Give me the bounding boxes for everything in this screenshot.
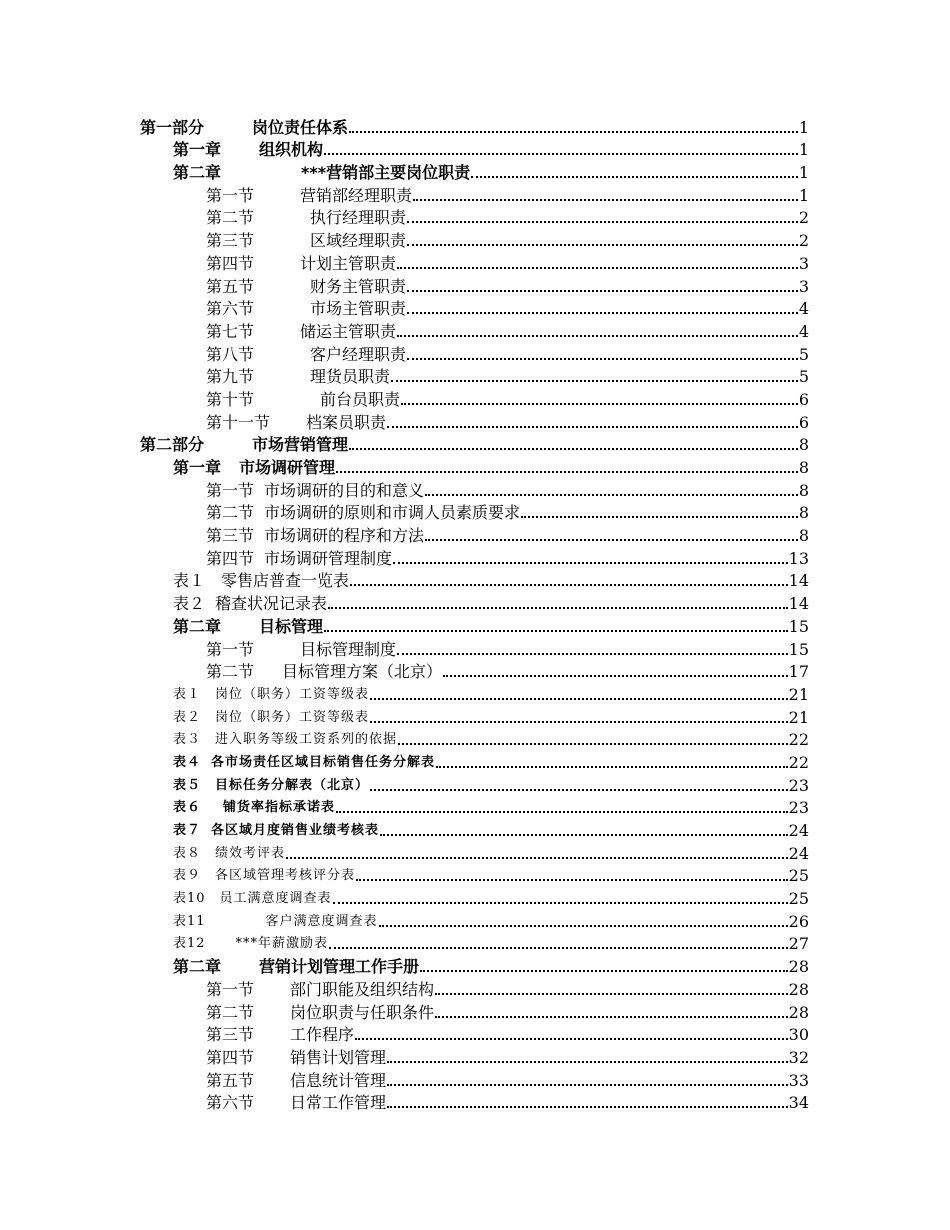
toc-entry-page-number: 8 (798, 480, 809, 500)
toc-entry-title: 市场主管职责 (310, 299, 407, 319)
toc-entry[interactable] (0, 545, 950, 568)
toc-dot-leader (397, 653, 788, 655)
toc-entry[interactable] (0, 590, 950, 613)
toc-entry[interactable] (0, 522, 950, 545)
toc-entry-page-number: 3 (798, 253, 809, 273)
toc-entry-page-number: 26 (788, 911, 809, 931)
toc-entry-title: 工作程序 (290, 1025, 355, 1045)
toc-entry-title: 各市场责任区域目标销售任务分解表 (211, 754, 436, 770)
toc-entry-title: 营销部经理职责 (300, 185, 413, 205)
toc-entry-title: 信息统计管理 (290, 1070, 387, 1090)
toc-dot-leader (324, 153, 798, 155)
toc-entry[interactable] (0, 182, 950, 205)
toc-entry-number: 表１ (173, 686, 202, 702)
toc-entry[interactable] (0, 613, 950, 636)
toc-entry-number: 第六节 (206, 299, 255, 319)
toc-entry-number: 表１ (173, 571, 206, 591)
toc-entry-number: 表２ (173, 594, 206, 614)
toc-entry-page-number: 8 (798, 435, 809, 455)
toc-entry-title: 目标管理 (259, 616, 324, 636)
toc-entry[interactable] (0, 273, 950, 296)
toc-entry-page-number: 1 (798, 140, 809, 160)
toc-entry-page-number: 8 (798, 458, 809, 477)
toc-entry[interactable] (0, 863, 950, 886)
toc-dot-leader (471, 176, 798, 178)
toc-entry[interactable] (0, 749, 950, 772)
toc-entry-title: 进入职务等级工资系列的依据 (215, 732, 398, 748)
toc-dot-leader (407, 290, 798, 292)
toc-entry-number: 第二节 (206, 208, 255, 228)
toc-dot-leader (328, 607, 788, 609)
toc-entry-page-number: 4 (798, 321, 809, 341)
toc-entry-title: 市场调研管理制度 (264, 548, 393, 568)
toc-entry-page-number: 15 (788, 639, 809, 659)
toc-dot-leader (286, 857, 788, 859)
toc-entry-number: 表10 (173, 891, 206, 907)
toc-entry-page-number: 3 (798, 276, 809, 296)
toc-entry-title: 稽查状况记录表 (215, 594, 328, 614)
toc-entry-title: 区域经理职责 (310, 231, 407, 251)
toc-entry[interactable] (0, 976, 950, 999)
toc-entry[interactable] (0, 318, 950, 341)
toc-entry-number: 第十节 (206, 389, 255, 409)
toc-entry-page-number: 33 (788, 1070, 809, 1090)
toc-entry-title: ***年薪激励表 (235, 936, 329, 952)
toc-dot-leader (380, 834, 788, 836)
toc-entry-number: 第二章 (173, 163, 222, 183)
toc-entry-title: 岗位（职务）工资等级表 (215, 709, 370, 725)
toc-dot-leader (336, 471, 798, 473)
toc-entry[interactable] (0, 159, 950, 182)
toc-dot-leader (435, 993, 788, 995)
toc-entry-page-number: 5 (798, 344, 809, 364)
toc-entry-title: 目标管理制度 (300, 639, 397, 659)
toc-entry-page-number: 32 (788, 1047, 809, 1067)
toc-entry-page-number: 4 (798, 299, 809, 319)
toc-entry-title: 营销计划管理工作手册 (259, 957, 420, 977)
toc-entry-page-number: 24 (788, 843, 809, 863)
toc-entry[interactable] (0, 704, 950, 727)
toc-entry-title: 销售计划管理 (290, 1047, 387, 1067)
toc-entry-title: 目标管理方案（北京） (282, 662, 443, 682)
toc-dot-leader (350, 584, 788, 586)
toc-entry-title: 市场调研的原则和市调人员素质要求 (264, 503, 521, 523)
toc-entry-page-number: 15 (788, 616, 809, 636)
toc-dot-leader (420, 970, 788, 972)
toc-entry-number: 表２ (173, 709, 202, 725)
toc-dot-leader (387, 426, 798, 428)
toc-entry-number: 第一章 (173, 458, 222, 477)
toc-entry[interactable] (0, 999, 950, 1022)
toc-entry-number: 第一节 (206, 979, 255, 999)
toc-entry[interactable] (0, 931, 950, 954)
toc-entry-page-number: 13 (788, 548, 809, 568)
toc-entry[interactable] (0, 477, 950, 500)
toc-entry[interactable] (0, 386, 950, 409)
toc-dot-leader (387, 1061, 788, 1063)
toc-entry[interactable] (0, 772, 950, 795)
toc-entry-page-number: 27 (788, 934, 809, 954)
toc-entry[interactable] (0, 568, 950, 591)
toc-entry-page-number: 2 (798, 208, 809, 228)
toc-entry-page-number: 8 (798, 503, 809, 523)
toc-dot-leader (393, 562, 788, 564)
toc-entry[interactable] (0, 454, 950, 477)
toc-entry-number: 第七节 (206, 321, 255, 341)
toc-entry[interactable] (0, 1044, 950, 1067)
toc-entry-page-number: 25 (788, 866, 809, 886)
toc-dot-leader (436, 766, 788, 768)
toc-entry-number: 第三节 (206, 231, 255, 251)
toc-entry-number: 第四节 (206, 253, 255, 273)
toc-entry-page-number: 14 (788, 571, 809, 591)
toc-entry[interactable] (0, 227, 950, 250)
toc-dot-leader (379, 925, 788, 927)
toc-entry-page-number: 25 (788, 889, 809, 909)
toc-dot-leader (407, 312, 798, 314)
toc-entry-page-number: 21 (788, 684, 809, 704)
toc-entry-page-number: 1 (798, 117, 809, 137)
toc-entry-page-number: 28 (788, 1002, 809, 1022)
toc-entry-page-number: 22 (788, 730, 809, 750)
toc-entry-number: 第一节 (206, 480, 255, 500)
toc-entry-page-number: 28 (788, 957, 809, 977)
toc-entry-title: 前台员职责 (320, 389, 401, 409)
toc-dot-leader (391, 380, 798, 382)
toc-entry-title: 市场调研管理 (239, 458, 336, 477)
toc-entry[interactable] (0, 795, 950, 818)
toc-entry-title: 市场调研的程序和方法 (264, 526, 425, 546)
toc-entry-page-number: 1 (798, 185, 809, 205)
toc-entry[interactable] (0, 500, 950, 523)
toc-entry-page-number: 5 (798, 367, 809, 387)
toc-entry-number: 表９ (173, 868, 202, 884)
toc-dot-leader (397, 267, 798, 269)
toc-entry-page-number: 34 (788, 1093, 809, 1113)
toc-entry-number: 第二节 (206, 662, 255, 682)
toc-entry-page-number: 21 (788, 707, 809, 727)
toc-dot-leader (370, 789, 788, 791)
toc-entry[interactable] (0, 636, 950, 659)
toc-entry[interactable] (0, 817, 950, 840)
toc-entry[interactable] (0, 114, 950, 137)
toc-entry-page-number: 23 (788, 775, 809, 795)
toc-entry-title: 日常工作管理 (290, 1093, 387, 1113)
toc-entry-page-number: 17 (788, 662, 809, 682)
toc-entry[interactable] (0, 727, 950, 750)
toc-entry[interactable] (0, 1067, 950, 1090)
toc-entry-title: 岗位责任体系 (252, 117, 349, 137)
toc-entry-page-number: 22 (788, 752, 809, 772)
toc-entry-title: 客户经理职责 (310, 344, 407, 364)
toc-dot-leader (324, 630, 788, 632)
toc-entry[interactable] (0, 908, 950, 931)
toc-entry-number: 第二节 (206, 1002, 255, 1022)
toc-entry[interactable] (0, 364, 950, 387)
toc-entry-page-number: 14 (788, 594, 809, 614)
toc-entry-title: 档案员职责 (306, 412, 387, 432)
toc-entry[interactable] (0, 432, 950, 455)
toc-dot-leader (387, 1106, 788, 1108)
toc-entry-number: 第一节 (206, 185, 255, 205)
toc-entry-number: 第十一节 (206, 412, 271, 432)
toc-entry-title: 零售店普查一览表 (221, 571, 350, 591)
toc-entry-number: 表３ (173, 732, 202, 748)
toc-entry-number: 表８ (173, 845, 202, 861)
toc-dot-leader (425, 494, 798, 496)
toc-entry-page-number: 6 (798, 412, 809, 432)
toc-entry-number: 表５ (173, 777, 202, 793)
toc-entry-title: 市场调研的目的和意义 (264, 480, 425, 500)
toc-entry-title: 各区域管理考核评分表 (215, 868, 356, 884)
toc-entry-page-number: 24 (788, 821, 809, 840)
toc-dot-leader (407, 358, 798, 360)
toc-entry[interactable] (0, 885, 950, 908)
toc-entry-title: 员工满意度调查表 (219, 891, 332, 907)
toc-dot-leader (443, 675, 788, 677)
toc-entry[interactable] (0, 1090, 950, 1113)
toc-entry-title: 目标任务分解表（北京） (215, 777, 370, 793)
toc-entry-title: ***营销部主要岗位职责 (301, 163, 471, 183)
toc-entry[interactable] (0, 1022, 950, 1045)
toc-entry-number: 第五节 (206, 1070, 255, 1090)
toc-dot-leader (349, 448, 798, 450)
toc-entry[interactable] (0, 341, 950, 364)
toc-entry-page-number: 6 (798, 389, 809, 409)
toc-entry[interactable] (0, 953, 950, 976)
toc-entry-title: 岗位职责与任职条件 (290, 1002, 435, 1022)
toc-entry-number: 第二章 (173, 616, 222, 636)
toc-entry-number: 表11 (173, 913, 206, 929)
toc-entry-title: 绩效考评表 (215, 845, 286, 861)
toc-entry-title: 计划主管职责 (300, 253, 397, 273)
toc-dot-leader (349, 131, 798, 133)
toc-dot-leader (356, 879, 788, 881)
toc-entry-number: 第四节 (206, 1047, 255, 1067)
toc-entry-number: 第六节 (206, 1093, 255, 1113)
toc-entry[interactable] (0, 205, 950, 228)
toc-entry[interactable] (0, 681, 950, 704)
toc-entry-number: 第四节 (206, 548, 255, 568)
toc-entry-number: 第三节 (206, 1025, 255, 1045)
toc-entry-number: 第一章 (173, 140, 222, 160)
toc-dot-leader (425, 539, 798, 541)
toc-dot-leader (407, 221, 798, 223)
toc-dot-leader (387, 1084, 788, 1086)
toc-entry-page-number: 30 (788, 1025, 809, 1045)
toc-entry-number: 第一节 (206, 639, 255, 659)
toc-entry-number: 第九节 (206, 367, 255, 387)
toc-dot-leader (370, 721, 788, 723)
toc-dot-leader (355, 1038, 788, 1040)
table-of-contents (0, 114, 950, 1112)
toc-entry-number: 表12 (173, 936, 206, 952)
toc-entry-page-number: 2 (798, 231, 809, 251)
toc-entry-title: 储运主管职责 (300, 321, 397, 341)
toc-entry-number: 第三节 (206, 526, 255, 546)
toc-dot-leader (329, 947, 788, 949)
toc-entry-number: 表７ (173, 823, 202, 838)
toc-entry-title: 执行经理职责 (310, 208, 407, 228)
toc-dot-leader (398, 743, 788, 745)
toc-entry[interactable] (0, 409, 950, 432)
toc-entry-page-number: 8 (798, 526, 809, 546)
toc-entry[interactable] (0, 659, 950, 682)
toc-entry-number: 第五节 (206, 276, 255, 296)
toc-entry-title: 岗位（职务）工资等级表 (215, 686, 370, 702)
toc-entry-number: 第二章 (173, 957, 222, 977)
toc-dot-leader (407, 244, 798, 246)
toc-entry-title: 市场营销管理 (252, 435, 349, 455)
toc-entry[interactable] (0, 137, 950, 160)
toc-entry-number: 第二节 (206, 503, 255, 523)
toc-entry-page-number: 28 (788, 979, 809, 999)
toc-entry-number: 第二部分 (140, 435, 205, 455)
toc-entry[interactable] (0, 250, 950, 273)
toc-dot-leader (397, 335, 798, 337)
toc-entry-number: 表４ (173, 754, 202, 770)
toc-entry-title: 部门职能及组织结构 (290, 979, 435, 999)
toc-entry-title: 财务主管职责 (310, 276, 407, 296)
toc-entry-page-number: 1 (798, 163, 809, 183)
toc-dot-leader (370, 698, 788, 700)
toc-dot-leader (336, 811, 788, 813)
toc-entry[interactable] (0, 296, 950, 319)
toc-dot-leader (521, 516, 798, 518)
toc-dot-leader (333, 902, 788, 904)
toc-entry-title: 各区域月度销售业绩考核表 (211, 823, 380, 838)
toc-dot-leader (401, 403, 798, 405)
toc-entry-number: 表６ (173, 800, 202, 816)
toc-entry-title: 组织机构 (259, 140, 324, 160)
toc-entry-page-number: 23 (788, 798, 809, 818)
toc-dot-leader (435, 1016, 788, 1018)
toc-entry-number: 第一部分 (140, 117, 205, 137)
toc-entry[interactable] (0, 840, 950, 863)
toc-entry-number: 第八节 (206, 344, 255, 364)
toc-dot-leader (413, 199, 798, 201)
toc-entry-title: 客户满意度调查表 (265, 913, 378, 929)
toc-entry-title: 理货员职责 (310, 367, 391, 387)
toc-entry-title: 铺货率指标承诺表 (223, 800, 336, 816)
